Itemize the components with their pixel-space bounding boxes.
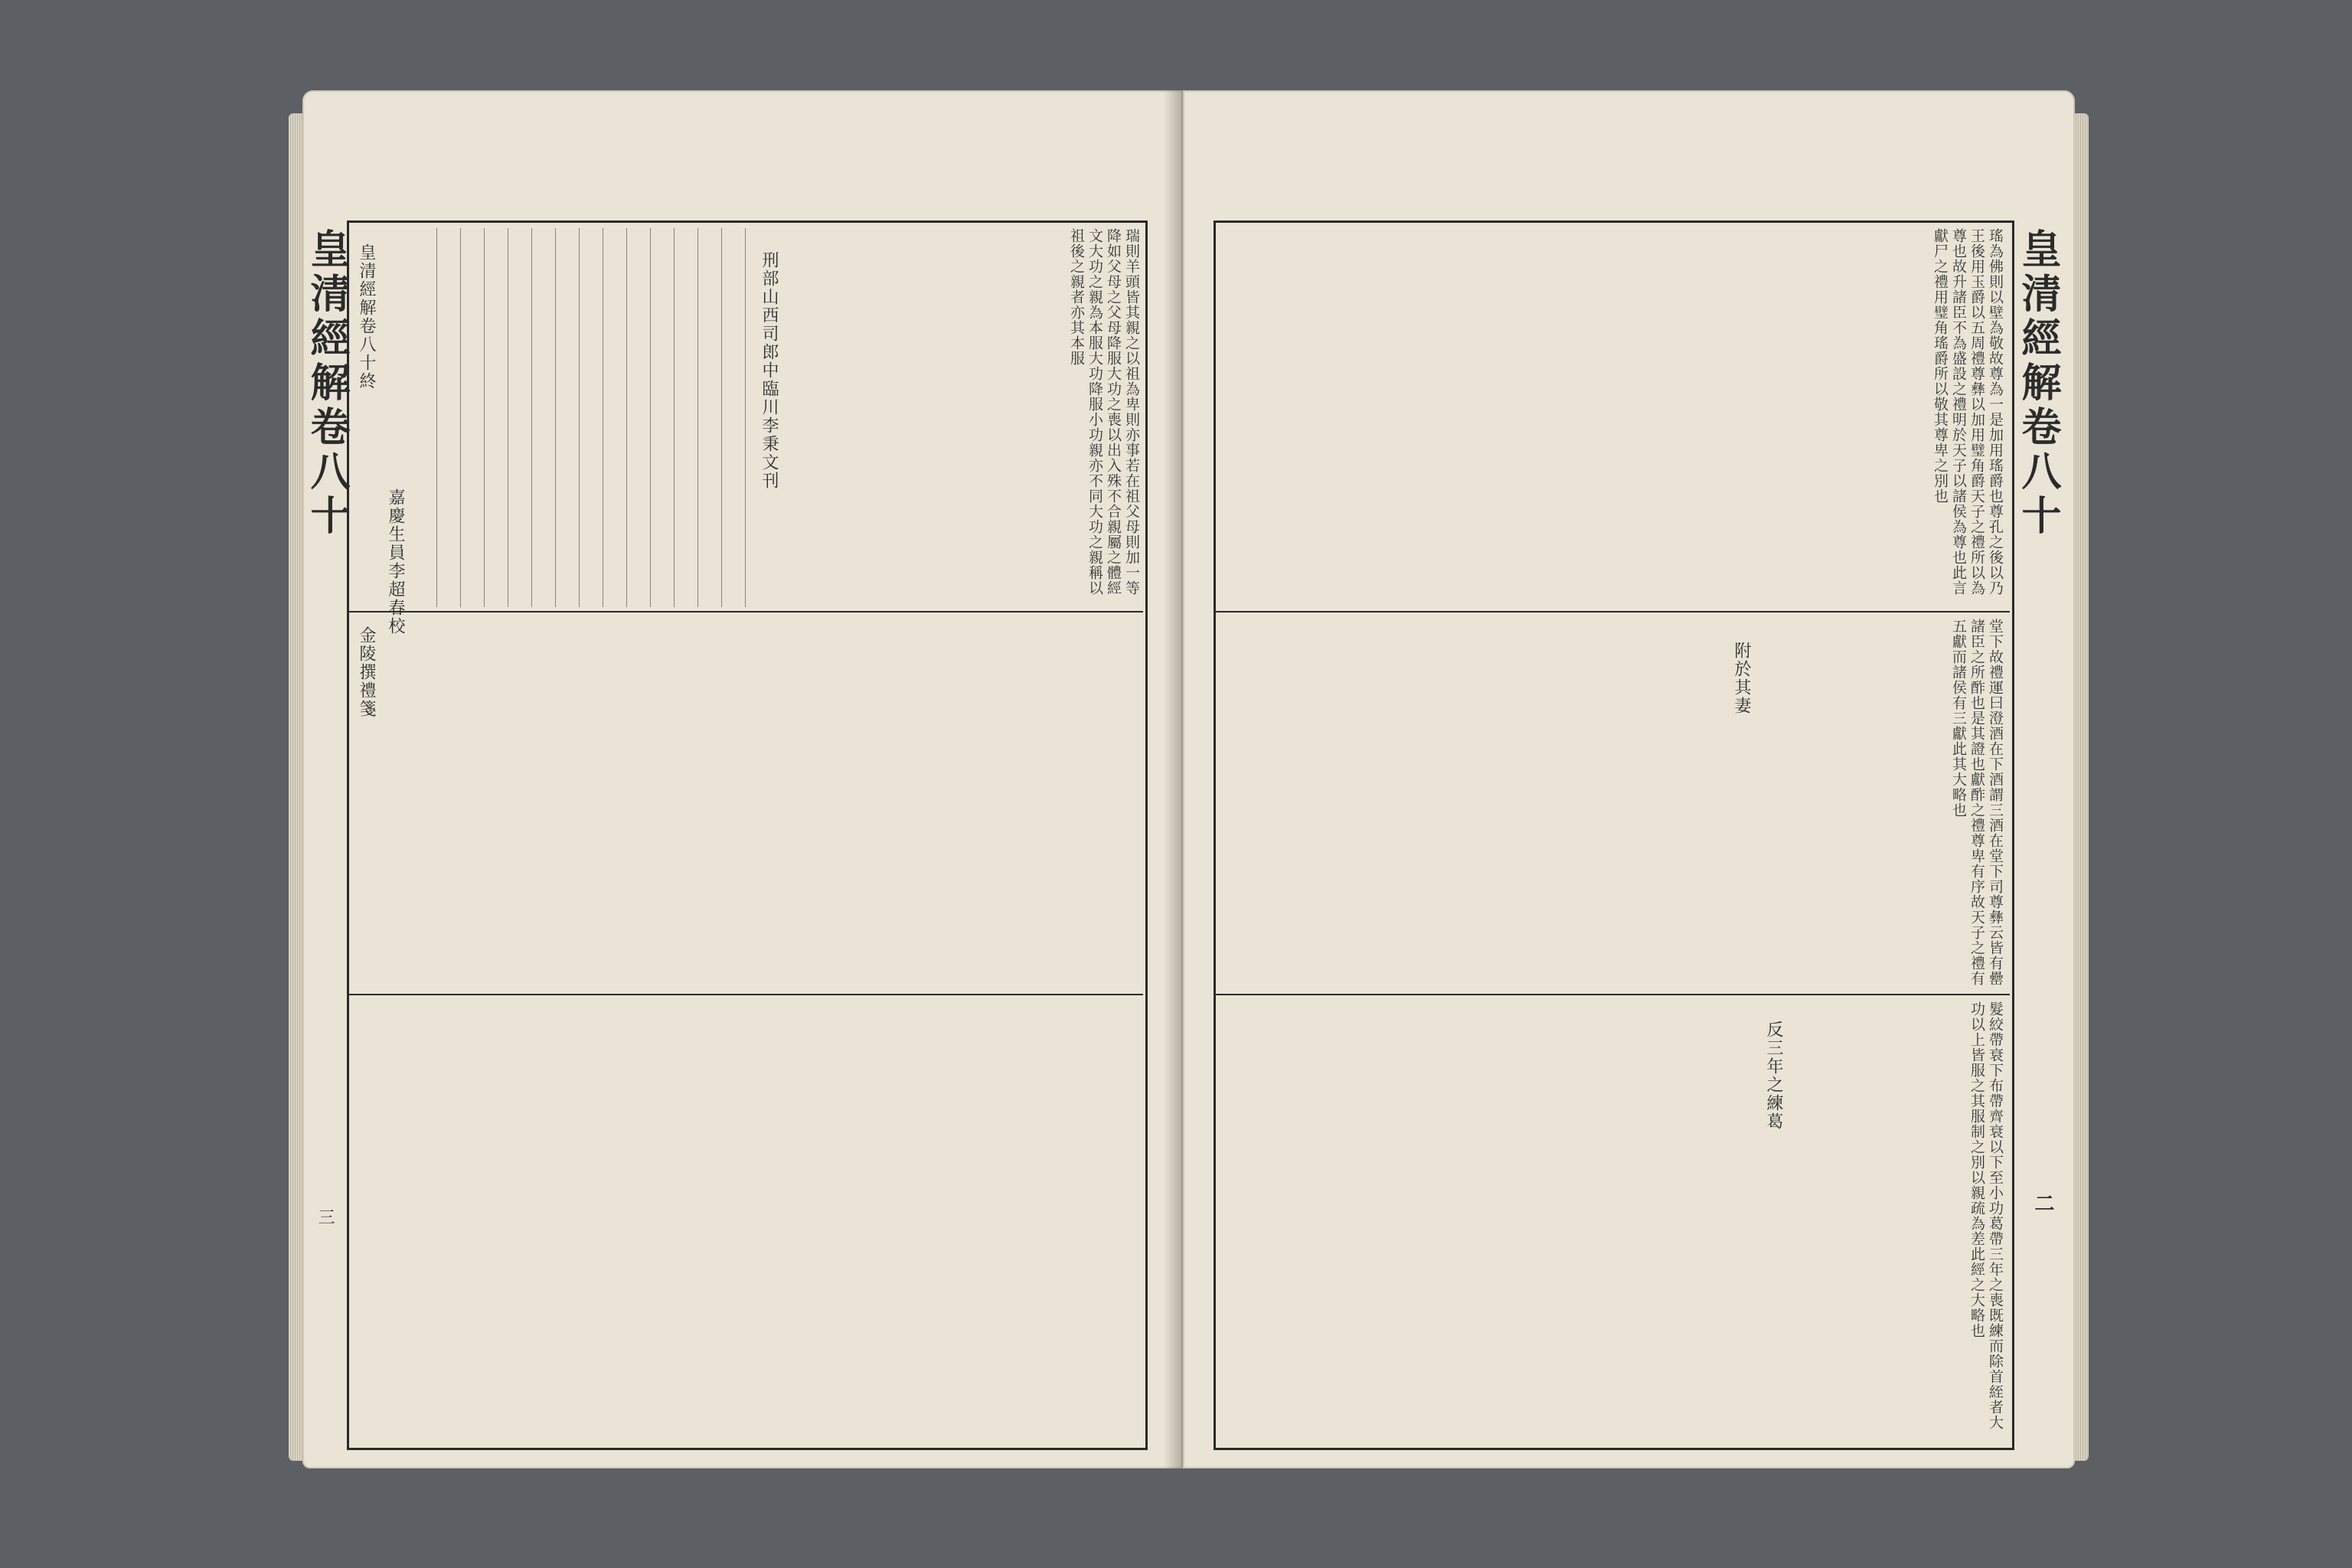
right-page-middle-text: 堂下故禮運曰澄酒在下酒謂三酒在堂下司尊彝云皆有罍諸臣之所酢也是其證也獻酢之禮尊卑有序故天子之禮有五獻而諸侯有三獻此其大略也 [1950, 619, 2004, 986]
left-page-imprint: 金陵撰禮箋 [357, 626, 376, 718]
right-page-heading: 反三年之練葛 [1765, 1021, 1782, 1220]
right-page-lower-divider [1214, 994, 2010, 995]
left-page-upper-divider [347, 611, 1143, 612]
left-page-attribution: 刑部山西司郎中臨川李秉文刊 [760, 251, 779, 490]
open-book [302, 90, 2075, 1491]
left-page-chapter-end: 皇清經解卷八十終 [357, 243, 376, 390]
left-page-lower-divider [347, 994, 1143, 995]
left-page [302, 90, 1183, 1468]
right-page [1183, 90, 2075, 1468]
right-page-title: 皇清經解卷八十 [2014, 228, 2061, 539]
right-page-upper-divider [1214, 611, 2010, 612]
left-page-empty-columns-upper [413, 228, 750, 607]
right-page-appendix-heading: 附於其妻 [1733, 642, 1749, 795]
right-page-fold-number: 二 [2031, 1193, 2054, 1214]
left-page-fold-number: 三 [315, 1208, 335, 1227]
right-page-upper-text: 瑤為佛則以壁為敬故尊為一是加用瑤爵也尊孔之後以乃王後用玉爵以五周禮尊彝以加用璧角爵天子之禮所以為尊也故升諸臣不為盛設之禮明於天子以諸侯為尊也此言獻尸之禮用璧角瑤爵所以敬其尊卑之別也 [1932, 228, 2004, 596]
right-page-lower-text: 髮絞帶衰下布帶齊衰以下至小功葛帶三年之喪既練而除首絰者大功以上皆服之其服制之別以親疏為差此經之大略也 [1968, 1001, 2004, 1430]
left-page-title: 皇清經解卷八十 [303, 228, 350, 539]
left-page-text-block: 瑞則羊頭皆其親之以祖為卑則亦事若在祖父母則加一等降如父母之父母降服大功之喪以出入殊不合親屬之體經文大功之親為本服大功降服小功親亦不同大功之親稱以祖後之親者亦其本服 [1068, 228, 1140, 596]
left-page-colophon: 嘉慶生員李超春校 [386, 488, 405, 635]
